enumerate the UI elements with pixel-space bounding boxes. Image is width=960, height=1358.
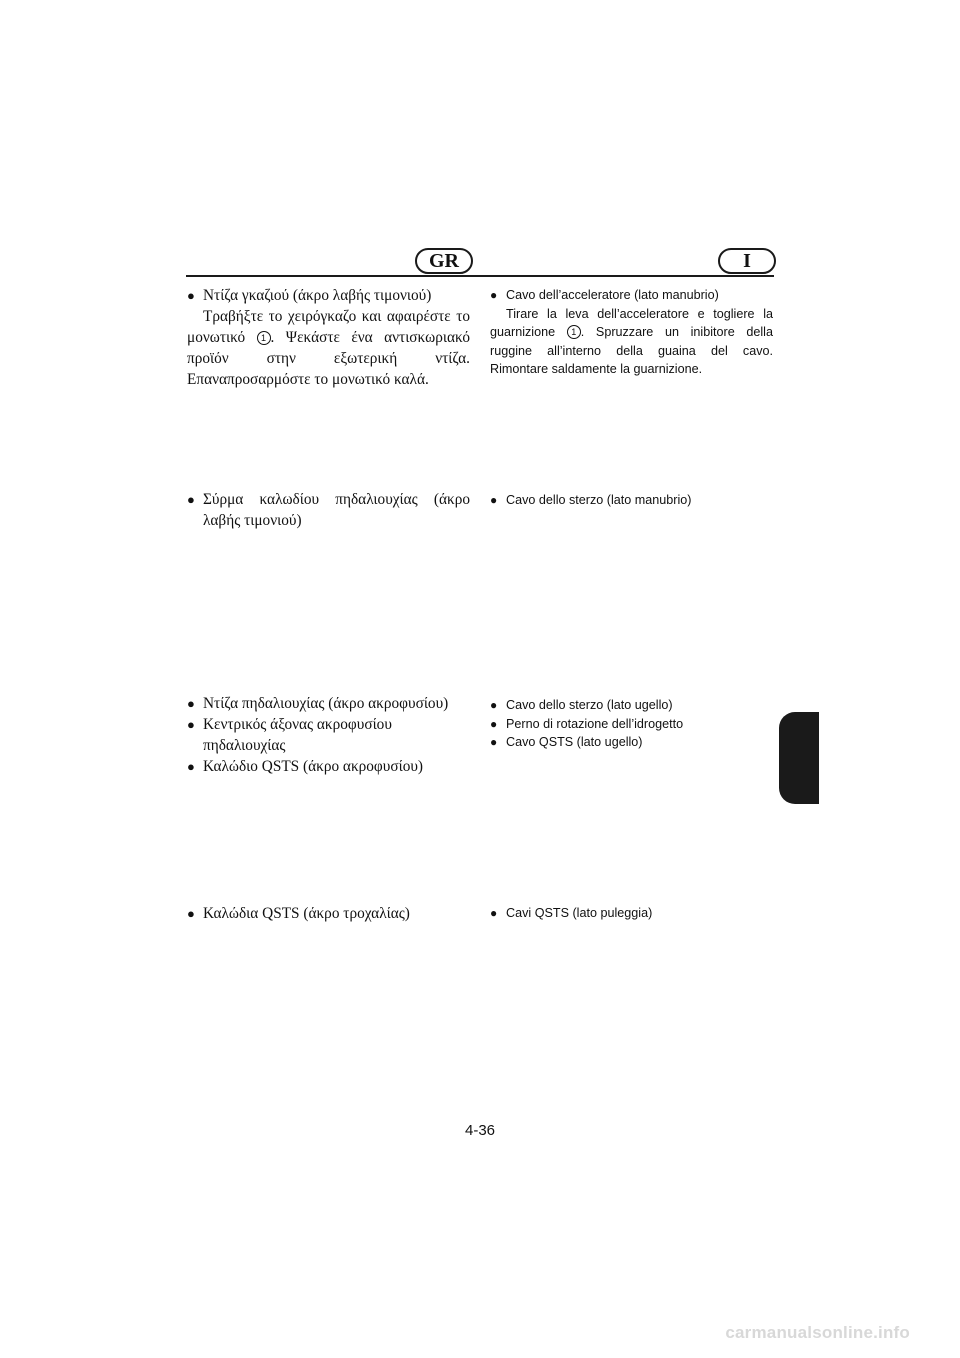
it-section-nozzle-items: [490, 696, 773, 752]
bullet-icon: ●: [187, 288, 195, 303]
language-code-greek: GR: [429, 249, 459, 272]
bullet-icon: ●: [490, 698, 498, 712]
list-item: ● Perno di rotazione dell’idrogetto: [490, 715, 773, 734]
gr-section-steering-cable: [187, 489, 470, 531]
list-item: ● Ντίζα πηδαλιουχίας (άκρο ακροφυσίου): [187, 695, 449, 712]
bullet-icon: ●: [490, 735, 498, 749]
page-number: 4-36: [464, 1122, 496, 1139]
list-item: ● Καλώδια QSTS (άκρο τροχαλίας): [187, 905, 410, 922]
list-item: ● Κεντρικός άξονας ακροφυσίου πηδαλιουχίας: [187, 716, 392, 754]
gr-throttle-title: Ντίζα γκαζιού (άκρο λαβής τιμονιού): [203, 287, 432, 304]
language-badge-greek: [415, 248, 473, 274]
bullet-icon: ●: [187, 696, 195, 711]
list-item: [490, 286, 773, 305]
it-section-steering-cable: [490, 491, 773, 510]
bullet-icon: ●: [490, 493, 498, 507]
it-section-qsts-pulley: [490, 904, 773, 923]
gr-section-qsts-pulley: [187, 903, 470, 924]
bullet-icon: ●: [187, 759, 195, 774]
bullet-icon: ●: [490, 288, 498, 302]
list-item: ● Καλώδιο QSTS (άκρο ακροφυσίου): [187, 758, 424, 775]
callout-number-icon: 1: [567, 325, 581, 339]
callout-number-icon: 1: [257, 331, 271, 345]
bullet-icon: ●: [187, 492, 195, 507]
header-rule: [186, 275, 774, 277]
language-code-italian: I: [743, 249, 751, 272]
bullet-icon: ●: [187, 906, 195, 921]
section-thumb-tab: [779, 712, 819, 804]
gr-section-nozzle-items: [187, 693, 470, 777]
gr-throttle-instructions: Τραβήξτε το χειρόγκαζο και αφαιρέστε το μονωτικό 1 . Ψεκάστε ένα αντισκωριακό προϊόν στην εξωτερική ντίζα. Επαναπροσαρμόστε το μονωτικό καλά.: [187, 308, 470, 388]
bullet-icon: ●: [490, 716, 498, 731]
gr-steering-title: Σύρμα καλωδίου πηδαλιουχίας (άκρο λαβής τιμονιού): [203, 491, 470, 529]
language-badge-italian: [718, 248, 776, 274]
list-item: [187, 489, 470, 531]
list-item: ● Cavo dello sterzo (lato manubrio): [490, 491, 773, 510]
it-throttle-title: Cavo dell’acceleratore (lato manubrio): [506, 288, 719, 302]
watermark: carmanualsonline.info: [725, 1323, 910, 1342]
list-item: ● Cavi QSTS (lato puleggia): [490, 904, 773, 923]
it-throttle-instructions: Tirare la leva dell’acceleratore e togliere la guarnizione 1 . Spruzzare un inibitore della ruggine all’interno della guaina del cavo. Rimontare saldamente la guarnizione.: [490, 306, 773, 376]
list-item: ● Cavo dello sterzo (lato ugello): [490, 696, 773, 715]
list-item: [187, 285, 470, 306]
bullet-icon: ●: [187, 717, 195, 732]
it-section-throttle-cable: [490, 286, 773, 379]
bullet-icon: ●: [490, 906, 498, 920]
gr-section-throttle-cable: [187, 285, 470, 390]
list-item: ● Cavo QSTS (lato ugello): [490, 733, 773, 752]
